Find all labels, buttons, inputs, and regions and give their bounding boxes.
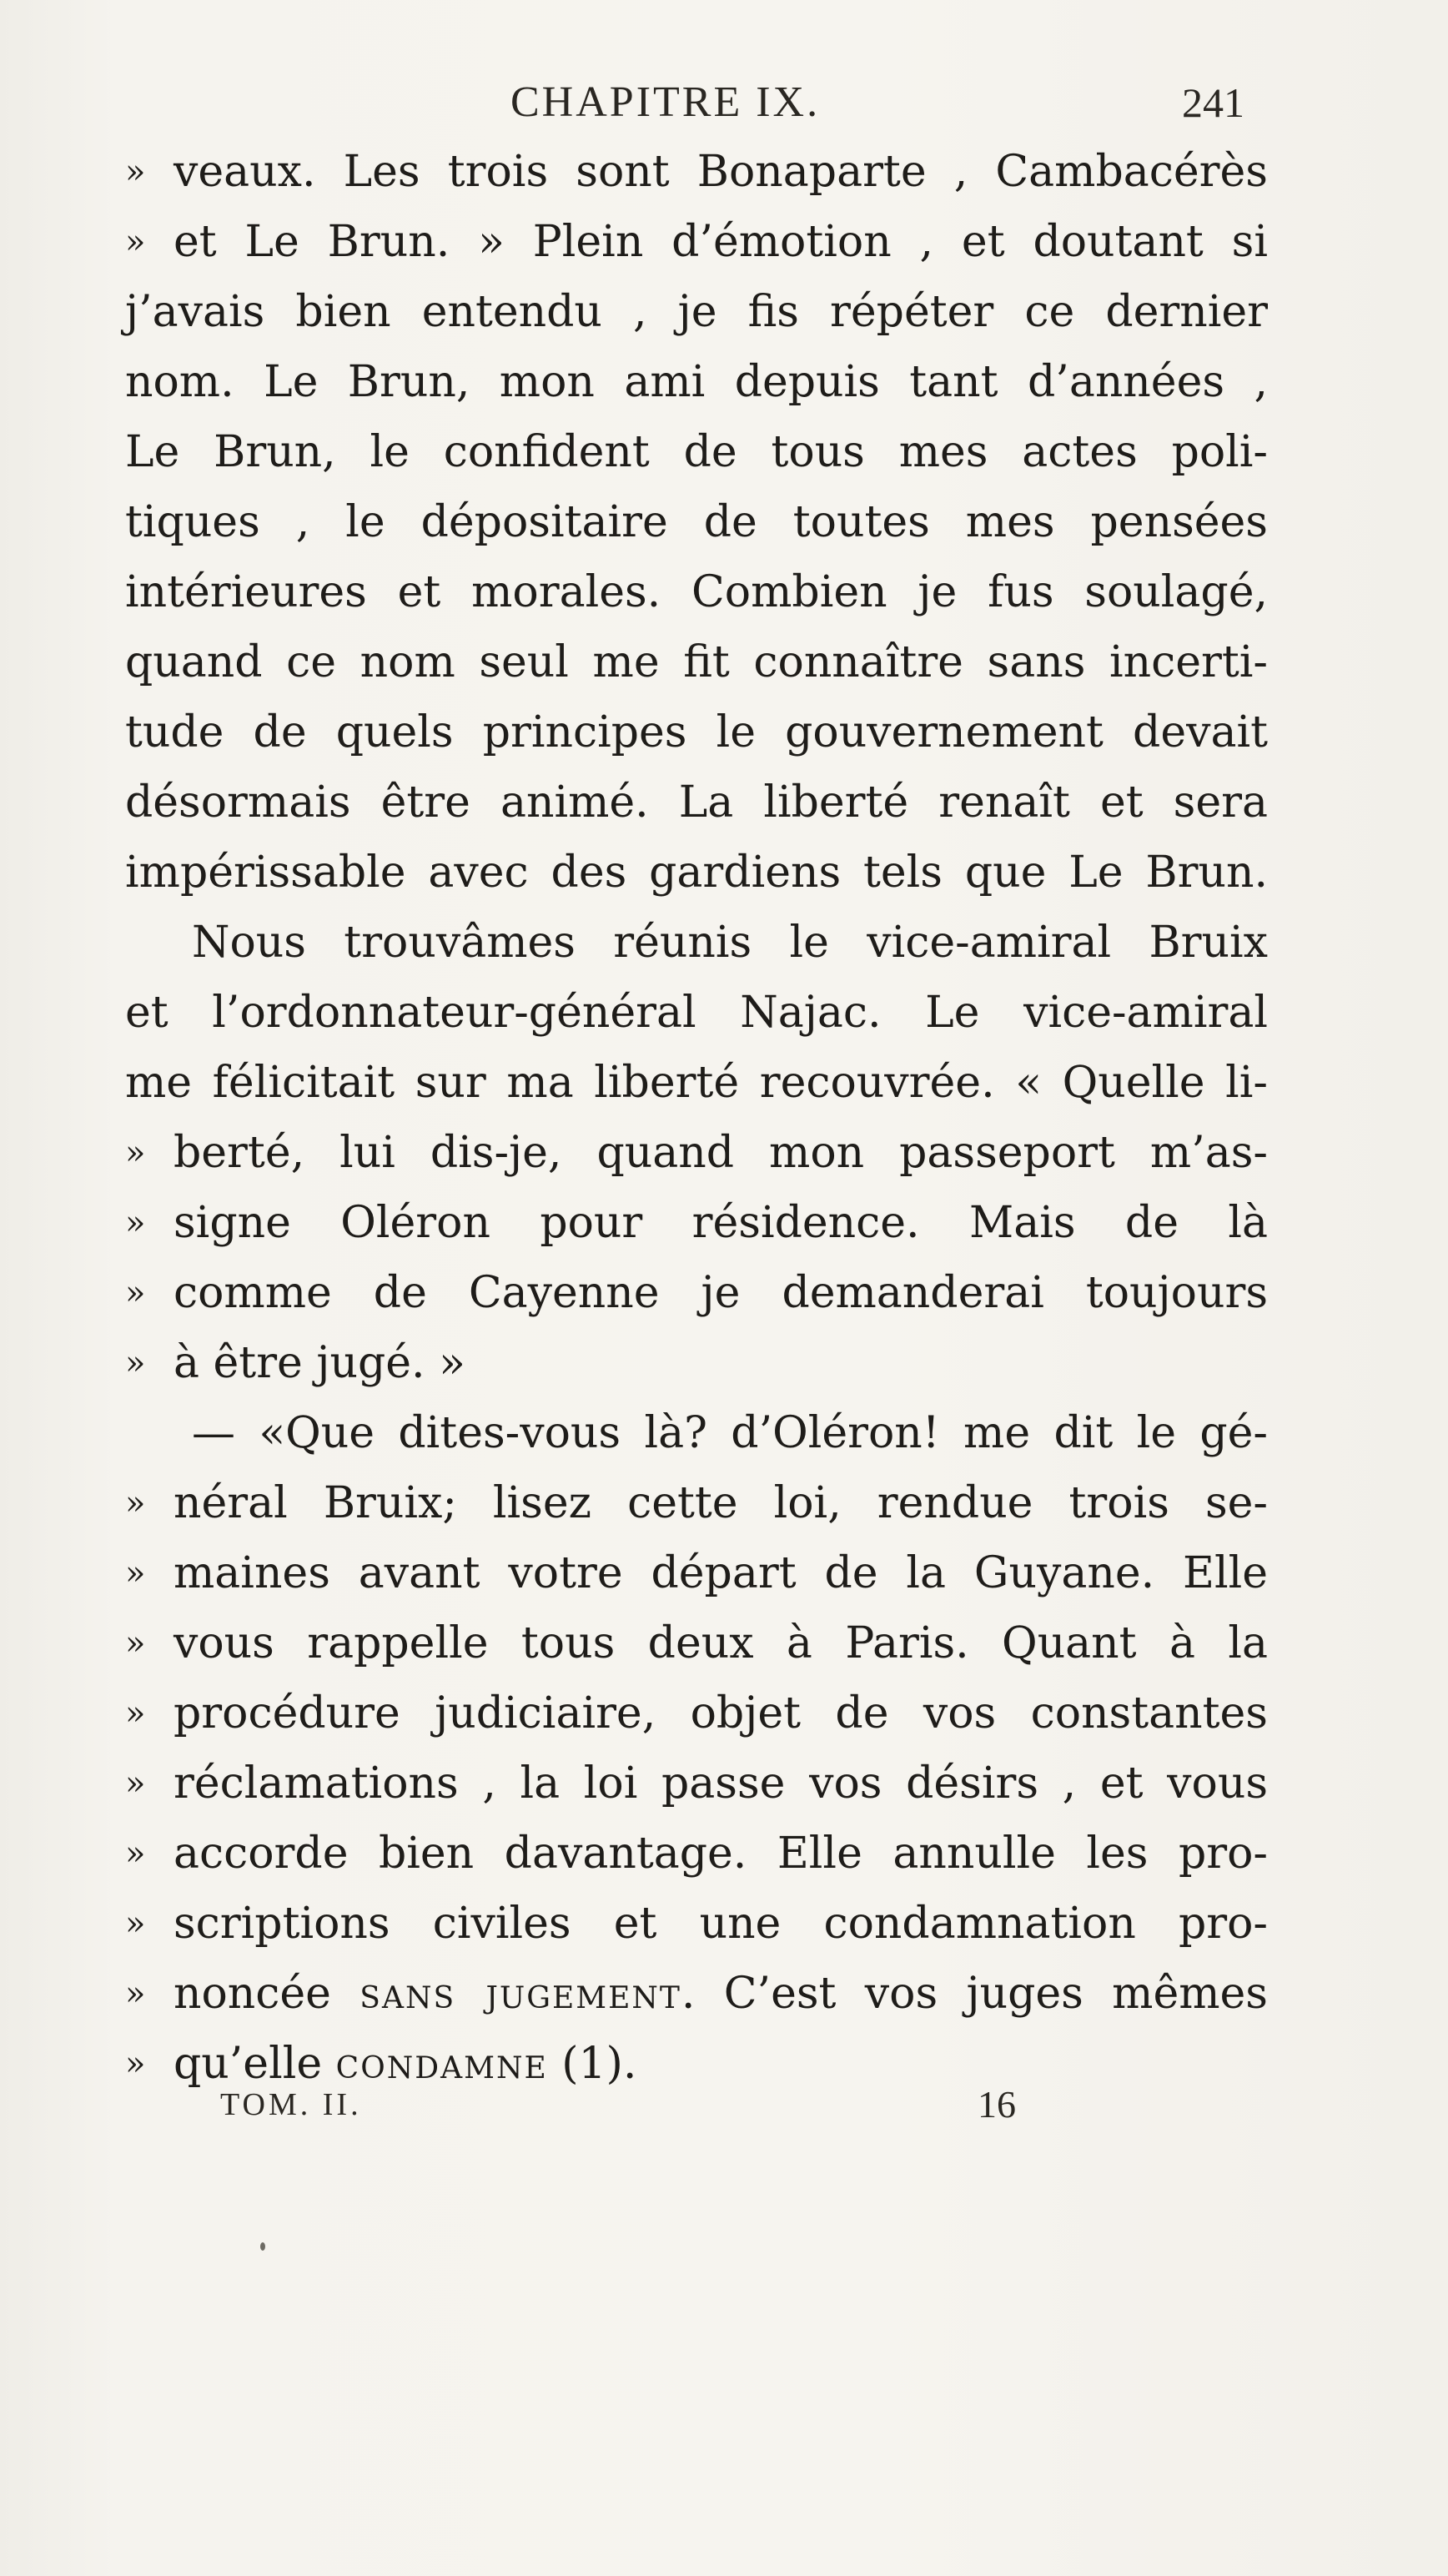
line-text: signe Oléron pour résidence. Mais de là <box>173 1198 1268 1248</box>
text-line <box>125 1608 1268 1678</box>
line-text: et Le Brun. » Plein d’émotion , et doutant si <box>173 217 1268 267</box>
text-line <box>125 908 1268 978</box>
text-line <box>125 487 1268 557</box>
page-number: 241 <box>1182 79 1244 126</box>
line-text <box>173 1959 1268 2029</box>
text-line <box>125 978 1268 1048</box>
line-text: à être jugé. » <box>173 1338 465 1388</box>
quote-mark: » <box>125 1764 146 1803</box>
page-footer <box>125 2075 1268 2134</box>
text-line <box>125 1819 1268 1889</box>
line-text: veaux. Les trois sont Bonaparte , Cambacérès <box>173 147 1268 197</box>
text-line <box>125 137 1268 207</box>
quote-mark: » <box>125 1274 146 1312</box>
line-text-part: qu’elle <box>173 2039 336 2089</box>
line-text: néral Bruix; lisez cette loi, rendue trois se- <box>173 1478 1268 1528</box>
text-line <box>125 1118 1268 1188</box>
signature-mark: TOM. II. <box>220 2087 362 2122</box>
line-text: berté, lui dis-je, quand mon passeport m’as- <box>173 1128 1268 1178</box>
small-caps-text: sans jugement <box>359 1969 681 2019</box>
text-line <box>125 697 1268 767</box>
quote-mark: » <box>125 223 146 261</box>
quote-mark: » <box>125 1134 146 1172</box>
line-text: j’avais bien entendu , je fis répéter ce dernier <box>125 287 1268 337</box>
body-text <box>125 137 1268 2099</box>
text-line <box>125 1678 1268 1748</box>
text-line <box>125 1188 1268 1258</box>
line-text-part: . C’est vos juges mêmes <box>681 1969 1268 2019</box>
quote-mark: » <box>125 1344 146 1382</box>
text-line <box>125 838 1268 908</box>
line-text: nom. Le Brun, mon ami depuis tant d’années , <box>125 357 1268 407</box>
text-line <box>125 207 1268 277</box>
line-text-part: (1). <box>547 2039 637 2089</box>
line-text: réclamations , la loi passe vos désirs , et vous <box>173 1758 1268 1809</box>
quote-mark: » <box>125 153 146 191</box>
line-text: tiques , le dépositaire de toutes mes pensées <box>125 497 1268 547</box>
quote-mark: » <box>125 1904 146 1943</box>
signature-number: 16 <box>978 2083 1016 2126</box>
text-line <box>125 417 1268 487</box>
quote-mark: » <box>125 1204 146 1242</box>
line-text: comme de Cayenne je demanderai toujours <box>173 1268 1268 1318</box>
text-line <box>125 1748 1268 1819</box>
line-text: impérissable avec des gardiens tels que Le Brun. <box>125 848 1268 898</box>
line-text: procédure judiciaire, objet de vos constantes <box>173 1688 1268 1738</box>
quote-mark: » <box>125 1554 146 1592</box>
line-text: tude de quels principes le gouvernement devait <box>125 707 1268 757</box>
line-text: et l’ordonnateur-général Najac. Le vice-amiral <box>125 988 1268 1038</box>
running-head: CHAPITRE IX. <box>510 78 821 126</box>
line-text: vous rappelle tous deux à Paris. Quant à la <box>173 1618 1268 1668</box>
line-text: accorde bien davantage. Elle annulle les pro- <box>173 1829 1268 1879</box>
quote-mark: » <box>125 1624 146 1663</box>
text-line <box>125 1468 1268 1538</box>
quote-mark: » <box>125 1834 146 1873</box>
text-line <box>125 767 1268 838</box>
line-text: quand ce nom seul me fit connaître sans incerti- <box>125 637 1268 687</box>
line-text: Le Brun, le confident de tous mes actes poli- <box>125 427 1268 477</box>
page-header <box>125 73 1268 132</box>
text-line <box>125 1538 1268 1608</box>
text-line <box>125 1258 1268 1328</box>
quote-mark: » <box>125 2045 146 2083</box>
line-text: intérieures et morales. Combien je fus soulagé, <box>125 567 1268 617</box>
text-line <box>125 277 1268 347</box>
line-text: — «Que dites-vous là? d’Oléron! me dit le gé- <box>192 1408 1268 1458</box>
line-text: désormais être animé. La liberté renaît et sera <box>125 777 1268 828</box>
text-line <box>125 1959 1268 2029</box>
text-line <box>125 1398 1268 1468</box>
line-text: Nous trouvâmes réunis le vice-amiral Bruix <box>192 918 1268 968</box>
quote-mark: » <box>125 1975 146 2013</box>
text-line <box>125 557 1268 627</box>
ink-blemish <box>260 2242 265 2251</box>
line-text: me félicitait sur ma liberté recouvrée. « Quelle li- <box>125 1058 1268 1108</box>
quote-mark: » <box>125 1694 146 1733</box>
text-line <box>125 347 1268 417</box>
line-text: maines avant votre départ de la Guyane. Elle <box>173 1548 1268 1598</box>
small-caps-text: condamne <box>335 2039 548 2089</box>
line-text-part: noncée <box>173 1969 360 2019</box>
text-line <box>125 627 1268 697</box>
quote-mark: » <box>125 1484 146 1522</box>
text-line <box>125 1889 1268 1959</box>
line-text: scriptions civiles et une condamnation pro- <box>173 1899 1268 1949</box>
text-line <box>125 1048 1268 1118</box>
text-line <box>125 1328 1268 1398</box>
